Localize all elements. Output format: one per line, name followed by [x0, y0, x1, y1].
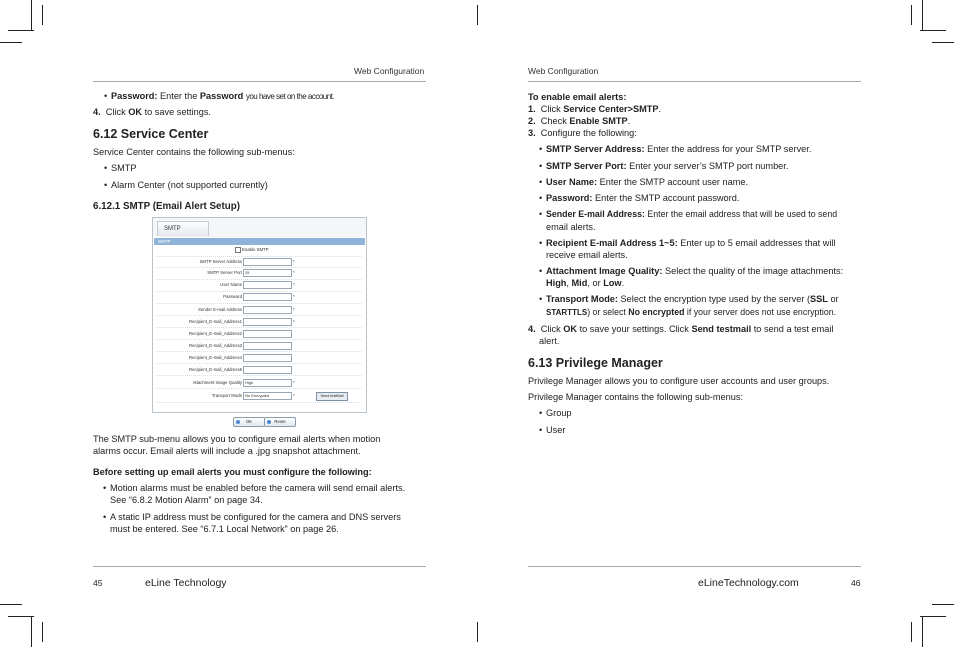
step-text: Click — [540, 104, 561, 114]
step-number: 2. — [528, 116, 536, 126]
password-text-pre: Enter the — [160, 91, 198, 101]
divider — [157, 363, 362, 364]
smtp-tab[interactable]: SMTP — [157, 221, 209, 236]
bullet-dot-icon: • — [539, 177, 543, 187]
right-footer-rule — [528, 566, 861, 567]
form-row — [153, 292, 366, 301]
left-footer-brand: eLine Technology — [145, 577, 227, 589]
form-row — [153, 353, 366, 362]
step-text-post: to send a test email — [753, 324, 834, 334]
form-row — [153, 268, 366, 277]
crop-mark — [0, 604, 22, 605]
field-label: Recipient_E-mail_Address2 — [188, 331, 242, 336]
config-item — [539, 160, 789, 173]
service-center-intro: Service Center contains the following sub-menus: — [93, 147, 295, 157]
form-row — [153, 317, 366, 326]
left-page-number: 45 — [93, 578, 103, 588]
crop-mark — [932, 604, 954, 605]
submenu-item — [104, 162, 137, 175]
reset-button[interactable] — [264, 417, 296, 427]
crop-mark — [8, 30, 34, 31]
submenu-item — [539, 424, 566, 437]
bullet-dot-icon: • — [539, 144, 543, 154]
password-bullet — [104, 90, 335, 104]
bullet-dot-icon: • — [539, 161, 543, 171]
crop-mark — [477, 5, 478, 25]
enable-smtp-checkbox[interactable] — [235, 247, 241, 253]
form-row — [153, 280, 366, 289]
bullet-dot-icon: • — [104, 91, 108, 101]
form-row — [153, 305, 366, 314]
bullet-dot-icon: • — [539, 238, 543, 248]
field-label: SMTP Server Port — [207, 270, 242, 275]
step-text-post: to save settings. — [144, 107, 211, 117]
config-continued: receive email alerts. — [546, 250, 628, 260]
enable-step-3 — [528, 127, 637, 139]
crop-mark — [477, 622, 478, 642]
bullet-dot-icon: • — [103, 512, 107, 522]
separator: . — [621, 278, 625, 288]
step-bold: Enable SMTP — [569, 116, 628, 126]
config-item — [539, 293, 839, 306]
field-label: Recipient_E-mail_Address1 — [188, 319, 242, 324]
config-label: Sender E-mail Address: — [546, 209, 645, 219]
step-text: to save your settings. Click — [579, 324, 689, 334]
config-label: User Name: — [546, 177, 598, 187]
right-header-rule — [528, 81, 861, 82]
crop-mark — [911, 5, 912, 25]
form-row — [153, 329, 366, 338]
crop-mark — [922, 617, 923, 647]
crop-mark — [31, 0, 32, 30]
divider — [157, 303, 362, 304]
field-label: Password — [223, 294, 242, 299]
config-label: Recipient E-mail Address 1~5: — [546, 238, 678, 248]
left-running-header: Web Configuration — [354, 66, 425, 76]
recipient-email-1-input[interactable] — [243, 318, 292, 326]
step-ok: OK — [563, 324, 578, 334]
password-label: Password: — [111, 91, 158, 101]
config-text: Enter your server’s SMTP port number. — [629, 161, 789, 171]
bullet-dot-icon: • — [539, 266, 543, 276]
step-number: 1. — [528, 104, 536, 114]
step-ok: OK — [128, 107, 143, 117]
enable-step-2 — [528, 115, 630, 127]
crop-mark — [8, 616, 34, 617]
separator: ) or select — [587, 307, 629, 317]
bullet-dot-icon: • — [104, 180, 108, 190]
form-row — [153, 365, 366, 374]
reset-icon — [267, 420, 271, 424]
user-name-input[interactable] — [243, 281, 292, 289]
field-label: Recipient_E-mail_Address4 — [188, 355, 242, 360]
smtp-description-line2: alarms occur. Email alerts will include a .jpg snapshot attachment. — [93, 446, 361, 456]
submenu-item — [104, 179, 268, 192]
required-mark: * — [293, 270, 295, 275]
separator: if your server does not use encryption. — [684, 307, 837, 317]
crop-mark — [932, 42, 954, 43]
right-footer-brand: eLineTechnology.com — [698, 577, 799, 589]
submenu-label: Group — [546, 408, 572, 418]
config-label: Attachment Image Quality: — [546, 266, 663, 276]
prereq-continued: must be entered. See “6.7.1 Local Network” on page 26. — [110, 524, 339, 534]
crop-mark — [31, 617, 32, 647]
recipient-email-5-input[interactable] — [243, 366, 292, 374]
step-text: Check — [540, 116, 567, 126]
separator: , — [566, 278, 572, 288]
field-label: Recipient_E-mail_Address5 — [188, 367, 242, 372]
config-text: Select the quality of the image attachments: — [664, 266, 844, 276]
right-page-number: 46 — [851, 578, 861, 588]
enable-step-1 — [528, 103, 661, 115]
config-item — [539, 208, 838, 221]
crop-mark — [42, 5, 43, 25]
bullet-dot-icon: • — [539, 294, 543, 304]
step-number: 4. — [528, 324, 536, 334]
left-footer-rule — [93, 566, 426, 567]
subsection-title-smtp: 6.12.1 SMTP (Email Alert Setup) — [93, 201, 240, 212]
submenu-label: SMTP — [111, 163, 137, 173]
divider — [157, 339, 362, 340]
divider — [157, 327, 362, 328]
config-label: Transport Mode: — [546, 294, 618, 304]
step-text: Click — [105, 107, 126, 117]
bullet-dot-icon: • — [539, 209, 543, 219]
crop-mark — [920, 30, 946, 31]
config-continued — [546, 306, 836, 320]
step-number: 3. — [528, 128, 536, 138]
submenu-label: User — [546, 425, 566, 435]
crop-mark — [0, 42, 22, 43]
crop-mark — [922, 0, 923, 30]
field-label: SMTP Server Address — [199, 259, 242, 264]
config-text: Enter the email address that will be used to send — [647, 209, 838, 219]
section-title-privilege-manager: 6.13 Privilege Manager — [528, 356, 663, 370]
divider — [157, 351, 362, 352]
crop-mark — [911, 622, 912, 642]
config-continued — [546, 277, 624, 290]
config-item — [539, 237, 836, 250]
config-text: Enter up to 5 email addresses that will — [680, 238, 836, 248]
config-item — [539, 265, 844, 278]
config-item — [539, 143, 812, 156]
crop-mark — [920, 616, 946, 617]
quality-low: Low — [603, 278, 622, 288]
step-text-post: . — [627, 116, 631, 126]
recipient-email-4-input[interactable] — [243, 354, 292, 362]
ok-button[interactable] — [233, 417, 265, 427]
password-input[interactable] — [243, 293, 292, 301]
enable-smtp-label: Enable SMTP — [242, 247, 269, 252]
check-icon — [236, 420, 240, 424]
smtp-section-bar: SMTP — [154, 238, 365, 245]
crop-mark — [42, 622, 43, 642]
config-text: Select the encryption type used by the server ( — [620, 294, 811, 304]
config-item — [539, 192, 740, 205]
transport-ssl: SSL — [810, 294, 828, 304]
transport-mode-select[interactable]: No Encrypted — [243, 392, 292, 400]
required-mark: * — [293, 393, 295, 398]
recipient-email-3-input[interactable] — [243, 342, 292, 350]
divider — [157, 388, 362, 389]
before-setup-title: Before setting up email alerts you must configure the following: — [93, 467, 372, 477]
field-label: Attachment Image Quality — [192, 380, 242, 385]
form-row — [153, 378, 366, 387]
prereq-continued: See “6.8.2 Motion Alarm” on page 34. — [110, 495, 263, 505]
form-row — [153, 341, 366, 350]
config-label: SMTP Server Port: — [546, 161, 627, 171]
field-label: User Name — [220, 282, 242, 287]
config-item — [539, 176, 749, 189]
divider — [157, 315, 362, 316]
bullet-dot-icon: • — [103, 483, 107, 493]
form-row — [153, 257, 366, 266]
required-mark: * — [293, 380, 295, 385]
config-text: Enter the SMTP account user name. — [599, 177, 749, 187]
right-running-header: Web Configuration — [528, 66, 599, 76]
password-text-post: you have set on the account. — [245, 92, 335, 101]
step-text-post: . — [658, 104, 662, 114]
bullet-dot-icon: • — [539, 425, 543, 435]
enable-step-4 — [528, 323, 833, 335]
password-text-bold: Password — [199, 91, 244, 101]
bullet-dot-icon: • — [539, 193, 543, 203]
left-header-rule — [93, 81, 426, 82]
step-4-save — [93, 106, 211, 118]
prereq-text: A static IP address must be configured for the camera and DNS servers — [110, 512, 401, 522]
divider — [157, 402, 362, 403]
transport-no-encrypted: No encrypted — [628, 307, 685, 317]
ok-label: OK — [245, 419, 253, 424]
smtp-server-port-input[interactable]: 25 — [243, 269, 292, 277]
smtp-form — [153, 237, 366, 412]
required-mark: * — [293, 282, 295, 287]
recipient-email-2-input[interactable] — [243, 330, 292, 338]
field-label: Sender E-mail Address — [198, 307, 242, 312]
transport-starttls: STARTTLS — [546, 308, 588, 317]
step-send-testmail: Send testmail — [691, 324, 752, 334]
smtp-description-line1: The SMTP sub-menu allows you to configure email alerts when motion — [93, 434, 381, 444]
field-label: Recipient_E-mail_Address3 — [188, 343, 242, 348]
divider — [157, 375, 362, 376]
prereq-item — [103, 511, 401, 524]
required-mark: * — [293, 307, 295, 312]
quality-high: High — [546, 278, 567, 288]
required-mark: * — [293, 319, 295, 324]
required-mark: * — [293, 259, 295, 264]
image-quality-select[interactable]: High — [243, 379, 292, 387]
prereq-item — [103, 482, 406, 495]
step-text: Configure the following: — [540, 128, 637, 138]
config-continued: email alerts. — [546, 222, 596, 232]
submenu-label: Alarm Center (not supported currently) — [111, 180, 268, 190]
prereq-text: Motion alarms must be enabled before the camera will send email alerts. — [110, 483, 406, 493]
sender-email-input[interactable] — [243, 306, 292, 314]
step-bold: Service Center>SMTP — [563, 104, 659, 114]
send-testmail-button[interactable]: Send testMail — [316, 392, 348, 401]
config-text: Enter the address for your SMTP server. — [647, 144, 812, 154]
smtp-server-address-input[interactable] — [243, 258, 292, 266]
section-title-service-center: 6.12 Service Center — [93, 127, 209, 141]
field-label: Transport Mode — [211, 393, 242, 398]
enable-step-4-continued: alert. — [539, 336, 560, 346]
enable-alerts-title: To enable email alerts: — [528, 92, 627, 102]
config-text: Enter the SMTP account password. — [595, 193, 740, 203]
privilege-intro-2: Privilege Manager contains the following sub-menus: — [528, 392, 744, 402]
separator: , or — [587, 278, 604, 288]
privilege-intro-1: Privilege Manager allows you to configure user accounts and user groups. — [528, 376, 830, 386]
bullet-dot-icon: • — [104, 163, 108, 173]
config-label: SMTP Server Address: — [546, 144, 645, 154]
submenu-item — [539, 407, 572, 420]
quality-mid: Mid — [571, 278, 588, 288]
bullet-dot-icon: • — [539, 408, 543, 418]
config-label: Password: — [546, 193, 593, 203]
reset-label: Reset — [274, 419, 286, 424]
separator: or — [827, 294, 839, 304]
step-number: 4. — [93, 107, 101, 117]
smtp-settings-screenshot — [152, 217, 367, 413]
required-mark: * — [293, 294, 295, 299]
step-text: Click — [540, 324, 561, 334]
